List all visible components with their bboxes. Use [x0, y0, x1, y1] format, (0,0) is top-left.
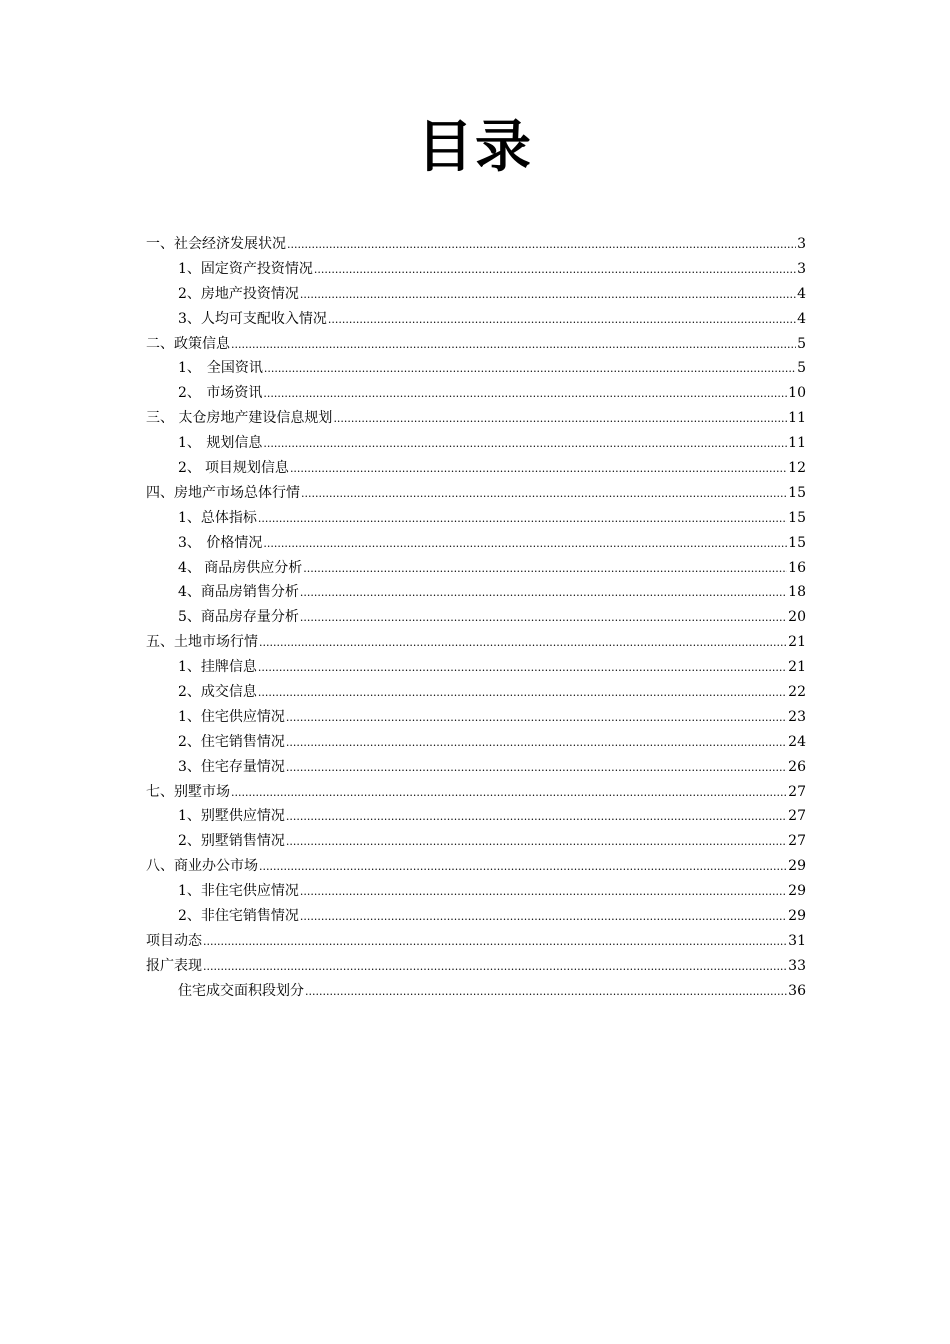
dot-leader [258, 656, 787, 681]
toc-entry-number: 四、 [146, 484, 174, 501]
toc-entry-label: 住宅成交面积段划分 [178, 982, 304, 999]
toc-entry-page-number: 4 [797, 285, 806, 302]
toc-entry[interactable] [146, 431, 806, 456]
toc-entry-page-number: 36 [788, 982, 806, 999]
toc-entry[interactable] [146, 904, 806, 929]
toc-entry[interactable] [146, 929, 806, 954]
toc-entry-number: 三、 [146, 410, 174, 427]
toc-entry[interactable] [146, 730, 806, 755]
toc-entry-label: 总体指标 [200, 509, 257, 526]
toc-entry-page-number: 23 [788, 708, 806, 725]
toc-entry-number: 1、 [178, 659, 201, 676]
toc-entry-page-number: 11 [788, 410, 806, 427]
toc-entry-page-number: 11 [788, 435, 806, 452]
toc-entry[interactable] [146, 307, 806, 332]
toc-entry-page-number: 4 [797, 310, 806, 327]
toc-entry[interactable] [146, 879, 806, 904]
toc-entry[interactable] [146, 456, 806, 481]
toc-entry-number: 五、 [146, 634, 174, 651]
toc-entry[interactable] [146, 705, 806, 730]
dot-leader [300, 880, 787, 905]
toc-entry[interactable] [146, 605, 806, 630]
dot-leader [286, 706, 787, 731]
toc-entry-page-number: 3 [797, 236, 806, 252]
toc-entry-label: 别墅市场 [174, 783, 230, 800]
toc-entry[interactable] [146, 506, 806, 531]
toc-entry[interactable] [146, 829, 806, 854]
toc-entry-page-number: 15 [788, 484, 806, 501]
toc-entry-number: 1、 [178, 360, 201, 377]
toc-entry-number: 二、 [146, 335, 174, 352]
toc-entry-page-number: 27 [788, 783, 806, 800]
toc-entry-number: 4、 [178, 559, 201, 576]
toc-entry-label: 非住宅供应情况 [200, 883, 299, 900]
toc-entry-page-number: 12 [788, 460, 806, 477]
toc-entry[interactable] [146, 232, 806, 257]
toc-entry-label: 全国资讯 [206, 360, 263, 377]
toc-entry-number: 八、 [146, 858, 174, 875]
dot-leader [286, 830, 787, 855]
toc-entry-label: 市场资讯 [206, 385, 263, 402]
toc-entry[interactable] [146, 580, 806, 605]
toc-entry[interactable] [146, 630, 806, 655]
toc-entry-number: 七、 [146, 783, 174, 800]
toc-entry-number: 3、 [178, 758, 201, 775]
toc-entry-number: 1、 [178, 260, 201, 277]
toc-entry[interactable] [146, 381, 806, 406]
toc-entry-number: 2、 [178, 684, 201, 701]
dot-leader [300, 905, 787, 930]
toc-entry[interactable] [146, 804, 806, 829]
dot-leader [203, 930, 787, 955]
toc-entry[interactable] [146, 780, 806, 805]
toc-entry-number: 1、 [178, 883, 201, 900]
dot-leader [258, 681, 787, 706]
toc-entry-page-number: 16 [788, 559, 806, 576]
toc-entry-page-number: 21 [788, 634, 806, 651]
toc-entry-label: 项目规划信息 [204, 460, 289, 477]
toc-entry[interactable] [146, 655, 806, 680]
toc-entry-page-number: 24 [788, 733, 806, 750]
dot-leader [286, 756, 787, 781]
toc-entry-page-number: 15 [788, 534, 806, 551]
dot-leader [303, 557, 787, 582]
toc-entry[interactable] [146, 680, 806, 705]
dot-leader [286, 731, 787, 756]
toc-entry-label: 太仓房地产建设信息规划 [178, 410, 333, 427]
toc-entry-label: 政策信息 [174, 335, 230, 352]
toc-entry-number: 1、 [178, 708, 201, 725]
toc-entry-number: 1、 [178, 435, 201, 452]
dot-leader [286, 805, 787, 830]
toc-entry-label: 别墅供应情况 [200, 808, 285, 825]
toc-entry-label: 价格情况 [206, 534, 263, 551]
toc-entry[interactable] [146, 531, 806, 556]
dot-leader [264, 357, 796, 382]
dot-leader [231, 333, 796, 358]
dot-leader [300, 581, 787, 606]
table-of-contents [146, 232, 806, 1004]
toc-entry-label: 住宅供应情况 [200, 708, 285, 725]
toc-entry-number: 3、 [178, 310, 201, 327]
dot-leader [231, 781, 787, 806]
toc-entry-number: 3、 [178, 534, 201, 551]
toc-entry-label: 规划信息 [206, 435, 263, 452]
toc-entry[interactable] [146, 979, 806, 1004]
toc-entry-page-number: 18 [788, 584, 806, 601]
toc-entry-number: 2、 [178, 285, 201, 302]
toc-entry-number: 2、 [178, 908, 201, 925]
dot-leader [301, 482, 787, 507]
toc-entry-page-number: 27 [788, 833, 806, 850]
toc-entry-page-number: 20 [788, 609, 806, 626]
dot-leader [263, 432, 787, 457]
toc-entry-number: 5、 [178, 609, 201, 626]
toc-entry[interactable] [146, 954, 806, 979]
toc-entry-label: 成交信息 [200, 684, 257, 701]
toc-entry-page-number: 29 [788, 908, 806, 925]
dot-leader [290, 457, 787, 482]
toc-entry-page-number: 22 [788, 684, 806, 701]
dot-leader [305, 980, 787, 1005]
toc-entry-label: 社会经济发展状况 [174, 236, 286, 252]
toc-entry-page-number: 33 [788, 957, 806, 974]
toc-entry[interactable] [146, 755, 806, 780]
toc-entry[interactable] [146, 854, 806, 879]
dot-leader [259, 631, 787, 656]
dot-leader [258, 507, 787, 532]
toc-entry-page-number: 27 [788, 808, 806, 825]
toc-entry-label: 商品房存量分析 [200, 609, 299, 626]
toc-entry-number: 2、 [178, 385, 201, 402]
toc-entry-page-number: 29 [788, 858, 806, 875]
dot-leader [263, 532, 787, 557]
toc-entry[interactable] [146, 406, 806, 431]
toc-entry-label: 报广表现 [146, 957, 202, 974]
toc-entry[interactable] [146, 556, 806, 581]
toc-entry-page-number: 3 [797, 260, 806, 277]
toc-entry-number: 2、 [178, 733, 201, 750]
toc-entry-label: 住宅存量情况 [200, 758, 285, 775]
dot-leader [333, 407, 787, 432]
toc-entry-label: 别墅销售情况 [200, 833, 285, 850]
toc-entry-page-number: 5 [797, 360, 806, 377]
toc-entry-page-number: 10 [788, 385, 806, 402]
toc-entry-label: 固定资产投资情况 [200, 260, 313, 277]
toc-entry-number: 一、 [146, 236, 174, 252]
toc-entry-page-number: 21 [788, 659, 806, 676]
toc-entry[interactable] [146, 332, 806, 357]
toc-entry-number: 2、 [178, 460, 201, 477]
toc-entry-number: 1、 [178, 509, 201, 526]
toc-entry-page-number: 5 [797, 335, 806, 352]
toc-entry-label: 商品房销售分析 [200, 584, 299, 601]
toc-entry-number: 4、 [178, 584, 201, 601]
toc-entry-label: 土地市场行情 [174, 634, 258, 651]
toc-entry-label: 房地产投资情况 [200, 285, 299, 302]
dot-leader [287, 233, 796, 258]
toc-entry[interactable] [146, 282, 806, 307]
toc-entry-page-number: 26 [788, 758, 806, 775]
dot-leader [203, 955, 787, 980]
page-title: 目录 [417, 115, 533, 180]
toc-entry-label: 住宅销售情况 [200, 733, 285, 750]
toc-entry-label: 商业办公市场 [174, 858, 258, 875]
toc-entry-number: 2、 [178, 833, 201, 850]
dot-leader [300, 606, 787, 631]
toc-entry[interactable] [146, 356, 806, 381]
toc-entry[interactable] [146, 481, 806, 506]
dot-leader [259, 855, 787, 880]
toc-entry-page-number: 31 [788, 932, 806, 949]
toc-entry-page-number: 15 [788, 509, 806, 526]
dot-leader [314, 258, 796, 283]
toc-entry-label: 人均可支配收入情况 [200, 310, 327, 327]
toc-entry-label: 挂牌信息 [200, 659, 257, 676]
toc-entry-label: 项目动态 [146, 932, 202, 949]
toc-entry-page-number: 29 [788, 883, 806, 900]
toc-entry-label: 非住宅销售情况 [200, 908, 299, 925]
toc-entry-number: 1、 [178, 808, 201, 825]
toc-entry-label: 商品房供应分析 [204, 559, 303, 576]
dot-leader [300, 283, 796, 308]
toc-entry-label: 房地产市场总体行情 [174, 484, 300, 501]
toc-entry[interactable] [146, 257, 806, 282]
dot-leader [263, 382, 787, 407]
dot-leader [328, 308, 796, 333]
